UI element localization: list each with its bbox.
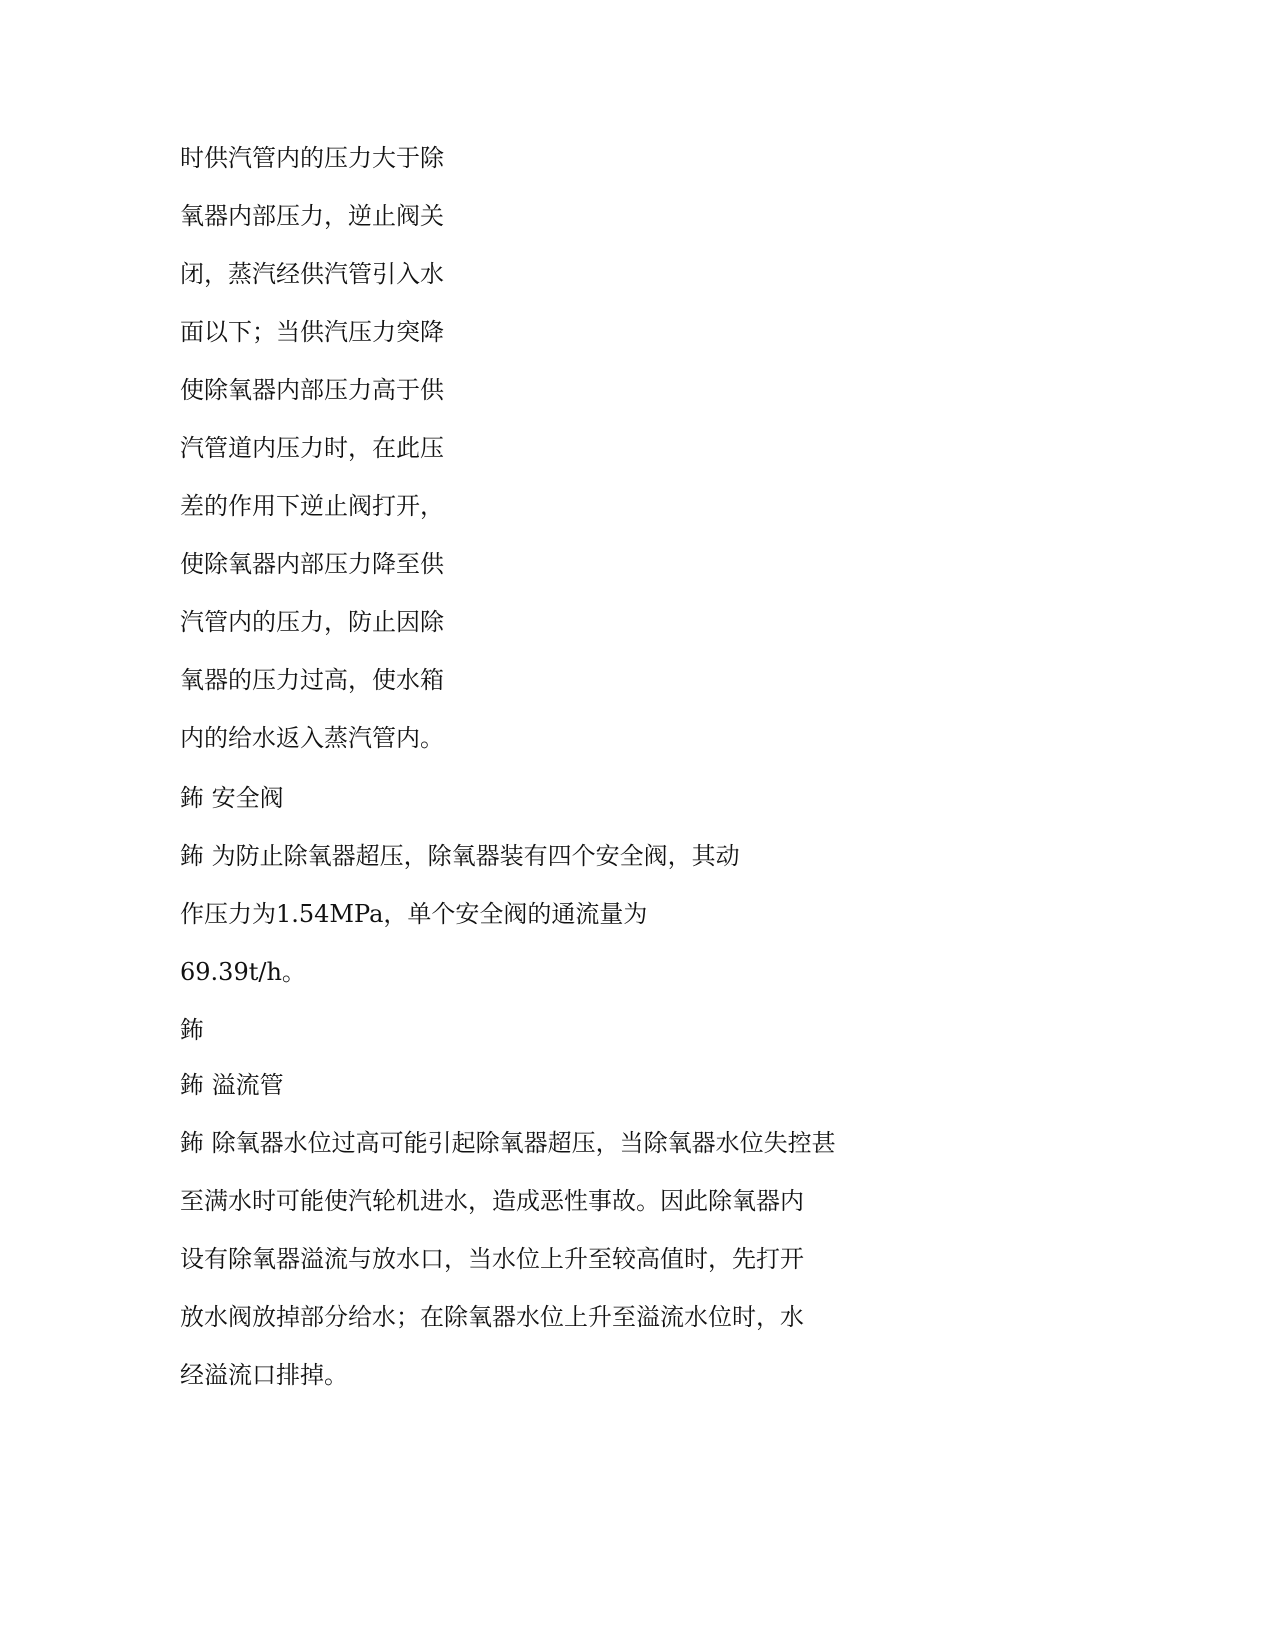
text-line: 汽管内的压力，防止因除 <box>180 608 444 636</box>
text-line: 作压力为1.54MPa，单个安全阀的通流量为 <box>180 900 648 928</box>
text-line: 至满水时可能使汽轮机进水，造成恶性事故。因此除氧器内 <box>180 1187 804 1215</box>
text-line: 时供汽管内的压力大于除 <box>180 144 444 172</box>
text-line: 氧器内部压力，逆止阀关 <box>180 202 444 230</box>
text-line: 面以下；当供汽压力突降 <box>180 318 444 346</box>
text-line: 汽管道内压力时，在此压 <box>180 434 444 462</box>
section-heading: 鈽 溢流管 <box>180 1071 284 1099</box>
text-line: 经溢流口排掉。 <box>180 1361 348 1389</box>
text-line: 氧器的压力过高，使水箱 <box>180 666 444 694</box>
text-line: 鈽 <box>180 1016 204 1044</box>
text-line: 内的给水返入蒸汽管内。 <box>180 724 444 752</box>
text-line: 69.39t/h。 <box>180 958 306 986</box>
text-line: 鈽 为防止除氧器超压，除氧器装有四个安全阀，其动 <box>180 842 740 870</box>
text-line: 设有除氧器溢流与放水口，当水位上升至较高值时，先打开 <box>180 1245 804 1273</box>
text-line: 差的作用下逆止阀打开， <box>180 492 444 520</box>
text-line: 闭，蒸汽经供汽管引入水 <box>180 260 444 288</box>
text-line: 使除氧器内部压力降至供 <box>180 550 444 578</box>
text-line: 使除氧器内部压力高于供 <box>180 376 444 404</box>
section-heading: 鈽 安全阀 <box>180 784 284 812</box>
text-line: 放水阀放掉部分给水；在除氧器水位上升至溢流水位时，水 <box>180 1303 804 1331</box>
text-line: 鈽 除氧器水位过高可能引起除氧器超压，当除氧器水位失控甚 <box>180 1129 836 1157</box>
